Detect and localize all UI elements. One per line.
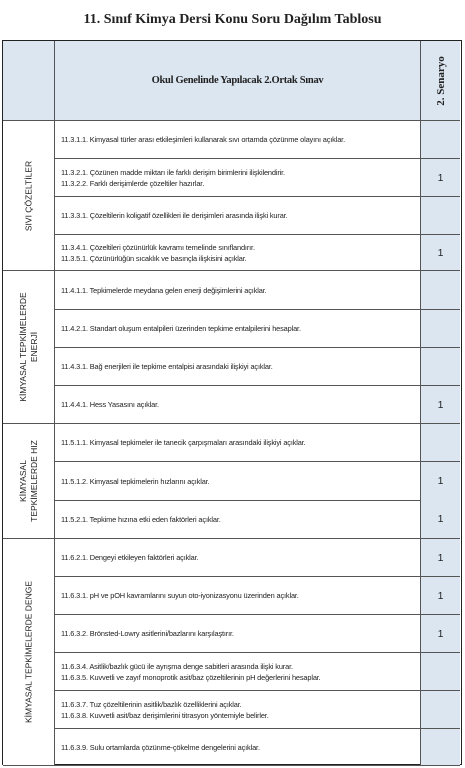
objective-text: 11.3.1.1. Kimyasal türler arası etkileşimleri kullanarak sıvı ortamda çözünme olayını açıklar. — [61, 135, 345, 144]
objective-text: 11.6.3.4. Asitlik/bazlık gücü ile ayrışma denge sabitleri arasında ilişki kurar. — [61, 661, 293, 671]
header-exam-title: Okul Genelinde Yapılacak 2.Ortak Sınav — [55, 41, 421, 121]
objective-cell — [55, 729, 421, 766]
scenario-count-cell — [421, 121, 460, 159]
scenario-count-cell — [421, 197, 460, 235]
objective-text: 11.6.3.9. Sulu ortamlarda çözünme-çökelme dengelerini açıklar. — [61, 742, 260, 752]
scenario-count-cell: 1 — [421, 500, 460, 539]
objective-text: 11.4.3.1. Bağ enerjileri ile tepkime entalpisi arasındaki ilişkiyi açıklar. — [61, 362, 273, 371]
header-scenario-label: 2. Senaryo — [434, 55, 447, 106]
objective-text: 11.3.2.2. Farklı derişimlerde çözeltiler hazırlar. — [61, 178, 205, 188]
objective-text: 11.6.2.1. Dengeyi etkileyen faktörleri açıklar. — [61, 553, 199, 562]
objective-text: 11.3.2.1. Çözünen madde miktarı ile farklı derişim birimlerini ilişkilendirir. — [61, 167, 285, 177]
objective-cell — [55, 653, 421, 691]
scenario-count-cell — [421, 310, 460, 348]
objective-cell — [55, 691, 421, 729]
scenario-count-cell: 1 — [421, 462, 460, 501]
objective-cell — [55, 500, 421, 539]
objective-cell — [55, 348, 421, 386]
scenario-count-cell: 1 — [421, 615, 460, 653]
objective-text: 11.5.1.2. Kimyasal tepkimelerin hızlarını açıklar. — [61, 476, 210, 486]
objective-text: 11.3.3.1. Çözeltilerin koligatif özellikleri ile derişimleri arasında ilişki kurar. — [61, 211, 288, 220]
scenario-count-cell — [421, 348, 460, 386]
scenario-count-cell: 1 — [421, 235, 460, 271]
scenario-count-cell — [421, 271, 460, 310]
objective-text: 11.6.3.8. Kuvvetli asit/baz derişimlerini titrasyon yöntemiyle belirler. — [61, 710, 269, 720]
objective-cell — [55, 615, 421, 653]
section-cell — [3, 424, 55, 539]
objective-text: 11.3.4.1. Çözeltileri çözünürlük kavramı temelinde sınıflandırır. — [61, 242, 255, 252]
objective-cell — [55, 271, 421, 310]
section-label: KİMYASAL TEPKİMELERDE ENERJİ — [17, 292, 39, 402]
objective-cell — [55, 539, 421, 577]
objective-cell — [55, 386, 421, 424]
scenario-count-cell — [421, 729, 460, 766]
objective-text: 11.6.3.2. Brönsted-Lowry asitlerini/bazlarını karşılaştırır. — [61, 629, 234, 638]
objective-text: 11.3.5.1. Çözünürlüğün sıcaklık ve basınçla ilişkisini açıklar. — [61, 253, 247, 263]
objective-text: 11.4.2.1. Standart oluşum entalpileri üzerinden tepkime entalpilerini hesaplar. — [61, 324, 301, 333]
section-cell — [3, 121, 55, 271]
objective-text: 11.4.1.1. Tepkimelerde meydana gelen enerji değişimlerini açıklar. — [61, 285, 267, 295]
objective-text: 11.4.4.1. Hess Yasasını açıklar. — [61, 400, 159, 409]
objective-cell — [55, 577, 421, 615]
objective-cell — [55, 235, 421, 271]
page-title: 11. Sınıf Kimya Dersi Konu Soru Dağılım Tablosu — [83, 12, 382, 27]
objective-cell — [55, 121, 421, 159]
topic-distribution-table — [2, 40, 462, 765]
objective-text: 11.5.1.1. Kimyasal tepkimeler ile tanecik çarpışmaları arasındaki ilişkiyi açıklar. — [61, 438, 306, 447]
scenario-count-cell: 1 — [421, 539, 460, 577]
scenario-count-cell: 1 — [421, 159, 460, 197]
objective-cell — [55, 159, 421, 197]
section-label: KİMYASAL TEPKİMELERDE HIZ — [17, 440, 39, 522]
objective-text: 11.6.3.5. Kuvvetli ve zayıf monoprotik asit/baz çözeltilerinin pH değerlerini hesaplar. — [61, 672, 321, 682]
objective-cell — [55, 310, 421, 348]
objective-text: 11.6.3.1. pH ve pOH kavramlarını suyun oto-iyonizasyonu üzerinden açıklar. — [61, 591, 299, 600]
scenario-count-cell: 1 — [421, 577, 460, 615]
header-blank-cell — [3, 41, 55, 121]
objective-cell — [55, 462, 421, 501]
section-label: KİMYASAL TEPKİMELERDE DENGE — [23, 580, 33, 724]
objective-text: 11.6.3.7. Tuz çözeltilerinin asitlik/bazlık özelliklerini açıklar. — [61, 699, 242, 709]
objective-text: 11.5.2.1. Tepkime hızına etki eden faktörleri açıklar. — [61, 514, 221, 524]
objective-cell — [55, 424, 421, 462]
scenario-count-cell — [421, 424, 460, 462]
header-scenario-cell — [421, 41, 460, 121]
section-label: SIVI ÇÖZELTİLER — [23, 160, 33, 231]
objective-cell — [55, 197, 421, 235]
section-cell — [3, 539, 55, 766]
section-cell — [3, 271, 55, 424]
scenario-count-cell — [421, 653, 460, 691]
scenario-count-cell: 1 — [421, 386, 460, 424]
scenario-count-cell — [421, 691, 460, 729]
